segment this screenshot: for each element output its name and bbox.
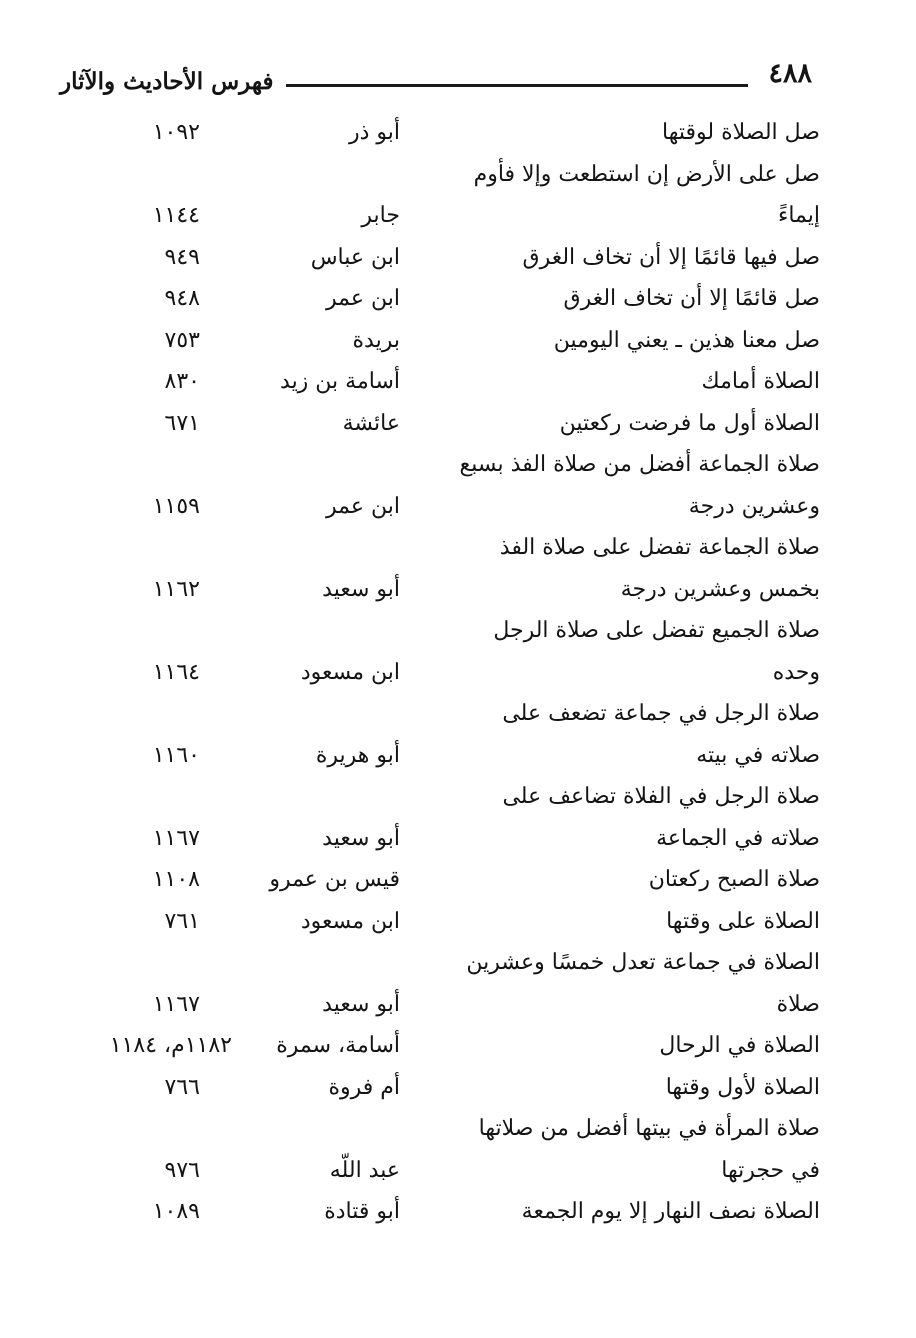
- hadith-text-line: الصلاة في الرحال: [659, 1033, 820, 1058]
- hadith-text-line: صلاة الرجل في جماعة تضعف على: [502, 701, 820, 726]
- hadith-text: [435, 237, 820, 279]
- hadith-text-line: الصلاة في جماعة تعدل خمسًا وعشرين: [466, 950, 820, 975]
- index-entry: [80, 237, 820, 279]
- index-entry: [80, 1025, 820, 1067]
- hadith-number: ١١٦٢: [152, 576, 200, 602]
- hadith-number: ١١٥٩: [152, 493, 200, 519]
- hadith-text: [435, 1108, 820, 1191]
- narrator-name: أسامة، سمرة: [276, 1033, 400, 1058]
- hadith-text: [435, 527, 820, 610]
- narrator-name: أبو سعيد: [322, 991, 400, 1017]
- narrator-name: عائشة: [342, 410, 400, 436]
- hadith-index-list: [80, 112, 820, 1233]
- header-rule: [286, 84, 748, 87]
- hadith-number: ٦٧١: [164, 410, 200, 436]
- hadith-number: ٩٤٩: [164, 244, 200, 270]
- index-entry: [80, 527, 820, 610]
- hadith-text: [435, 1025, 820, 1067]
- narrator-name: ابن مسعود: [300, 659, 400, 685]
- narrator-name: أبو هريرة: [315, 742, 400, 768]
- hadith-text-line: صل قائمًا إلا أن تخاف الغرق: [563, 286, 820, 311]
- page-header: [60, 58, 820, 102]
- hadith-text-line: صلاة الجماعة أفضل من صلاة الفذ بسبع: [459, 452, 820, 477]
- hadith-text: [435, 444, 820, 527]
- hadith-number: ٧٦٦: [164, 1074, 200, 1100]
- index-entry: [80, 112, 820, 154]
- page-number: ٤٨٨: [768, 58, 812, 89]
- narrator-name: ابن عمر: [326, 286, 400, 311]
- hadith-text-line: الصلاة على وقتها: [666, 908, 820, 934]
- hadith-number: ٨٣٠: [164, 369, 200, 394]
- hadith-text: [435, 403, 820, 445]
- hadith-number: ١١٨٢م، ١١٨٤: [109, 1033, 232, 1058]
- hadith-text-line: صلاته في الجماعة: [656, 825, 820, 851]
- index-entry: [80, 1191, 820, 1233]
- hadith-text: [435, 278, 820, 320]
- narrator-name: ابن عمر: [326, 493, 400, 519]
- index-entry: [80, 942, 820, 1025]
- hadith-text-line: صلاته في بيته: [696, 742, 820, 768]
- index-entry: [80, 610, 820, 693]
- hadith-text-line: صل معنا هذين ـ يعني اليومين: [553, 327, 820, 353]
- narrator-name: أم فروة: [328, 1074, 400, 1100]
- index-entry: [80, 278, 820, 320]
- hadith-text: [435, 1191, 820, 1233]
- hadith-number: ١١٦٤: [152, 659, 200, 685]
- hadith-text: [435, 320, 820, 362]
- hadith-text-line: صل فيها قائمًا إلا أن تخاف الغرق: [522, 244, 820, 270]
- index-entry: [80, 776, 820, 859]
- index-entry: [80, 1067, 820, 1109]
- index-entry: [80, 403, 820, 445]
- hadith-text: [435, 859, 820, 901]
- hadith-text-line: الصلاة أول ما فرضت ركعتين: [559, 410, 820, 436]
- hadith-text-line: صلاة الجماعة تفضل على صلاة الفذ: [499, 535, 820, 560]
- narrator-name: ابن مسعود: [300, 908, 400, 934]
- index-entry: [80, 859, 820, 901]
- hadith-number: ١١٦٠: [152, 742, 200, 768]
- hadith-text-line: بخمس وعشرين درجة: [620, 576, 820, 602]
- hadith-text-line: الصلاة أمامك: [701, 369, 820, 394]
- hadith-text: [435, 112, 820, 154]
- hadith-number: ١١٦٧: [152, 825, 200, 851]
- narrator-name: أبو سعيد: [322, 576, 400, 602]
- hadith-text-line: صلاة الرجل في الفلاة تضاعف على: [502, 784, 820, 809]
- hadith-text-line: الصلاة نصف النهار إلا يوم الجمعة: [521, 1199, 820, 1224]
- hadith-number: ١٠٨٩: [152, 1199, 200, 1224]
- narrator-name: قيس بن عمرو: [269, 867, 400, 892]
- hadith-text-line: الصلاة لأول وقتها: [665, 1074, 820, 1100]
- hadith-number: ١١٦٧: [152, 991, 200, 1017]
- hadith-text-line: صلاة المرأة في بيتها أفضل من صلاتها: [478, 1116, 820, 1141]
- hadith-text-line: صل على الأرض إن استطعت وإلا فأوم: [473, 161, 820, 187]
- narrator-name: أبو سعيد: [322, 825, 400, 851]
- hadith-text: [435, 361, 820, 403]
- index-entry: [80, 1108, 820, 1191]
- narrator-name: أبو قتادة: [324, 1199, 400, 1224]
- hadith-number: ٩٧٦: [164, 1157, 200, 1183]
- hadith-number: ١٠٩٢: [152, 120, 200, 145]
- index-entry: [80, 444, 820, 527]
- hadith-number: ٧٦١: [164, 908, 200, 934]
- hadith-text: [435, 693, 820, 776]
- narrator-name: عبد اللّه: [329, 1157, 400, 1183]
- hadith-text-line: صلاة: [776, 991, 820, 1017]
- index-entry: [80, 154, 820, 237]
- hadith-text-line: في حجرتها: [721, 1157, 820, 1183]
- hadith-text: [435, 901, 820, 943]
- narrator-name: بريدة: [352, 327, 400, 353]
- hadith-number: ١١٤٤: [152, 203, 200, 228]
- hadith-text: [435, 776, 820, 859]
- index-entry: [80, 901, 820, 943]
- hadith-text-line: صلاة الصبح ركعتان: [648, 867, 820, 892]
- index-entry: [80, 320, 820, 362]
- hadith-number: ٩٤٨: [164, 286, 200, 311]
- hadith-text-line: وعشرين درجة: [688, 493, 820, 519]
- hadith-text: [435, 942, 820, 1025]
- narrator-name: أبو ذر: [348, 120, 400, 145]
- hadith-text-line: وحده: [772, 659, 820, 685]
- hadith-text-line: صلاة الجميع تفضل على صلاة الرجل: [493, 618, 820, 643]
- hadith-number: ٧٥٣: [164, 327, 200, 353]
- narrator-name: أسامة بن زيد: [280, 369, 400, 394]
- hadith-text-line: إيماءً: [777, 203, 820, 228]
- hadith-text-line: صل الصلاة لوقتها: [662, 120, 820, 145]
- hadith-text: [435, 1067, 820, 1109]
- hadith-number: ١١٠٨: [152, 867, 200, 892]
- narrator-name: ابن عباس: [310, 244, 400, 270]
- hadith-text: [435, 154, 820, 237]
- page-title: فهرس الأحاديث والآثار: [60, 68, 274, 95]
- hadith-text: [435, 610, 820, 693]
- index-entry: [80, 361, 820, 403]
- narrator-name: جابر: [361, 203, 400, 228]
- index-entry: [80, 693, 820, 776]
